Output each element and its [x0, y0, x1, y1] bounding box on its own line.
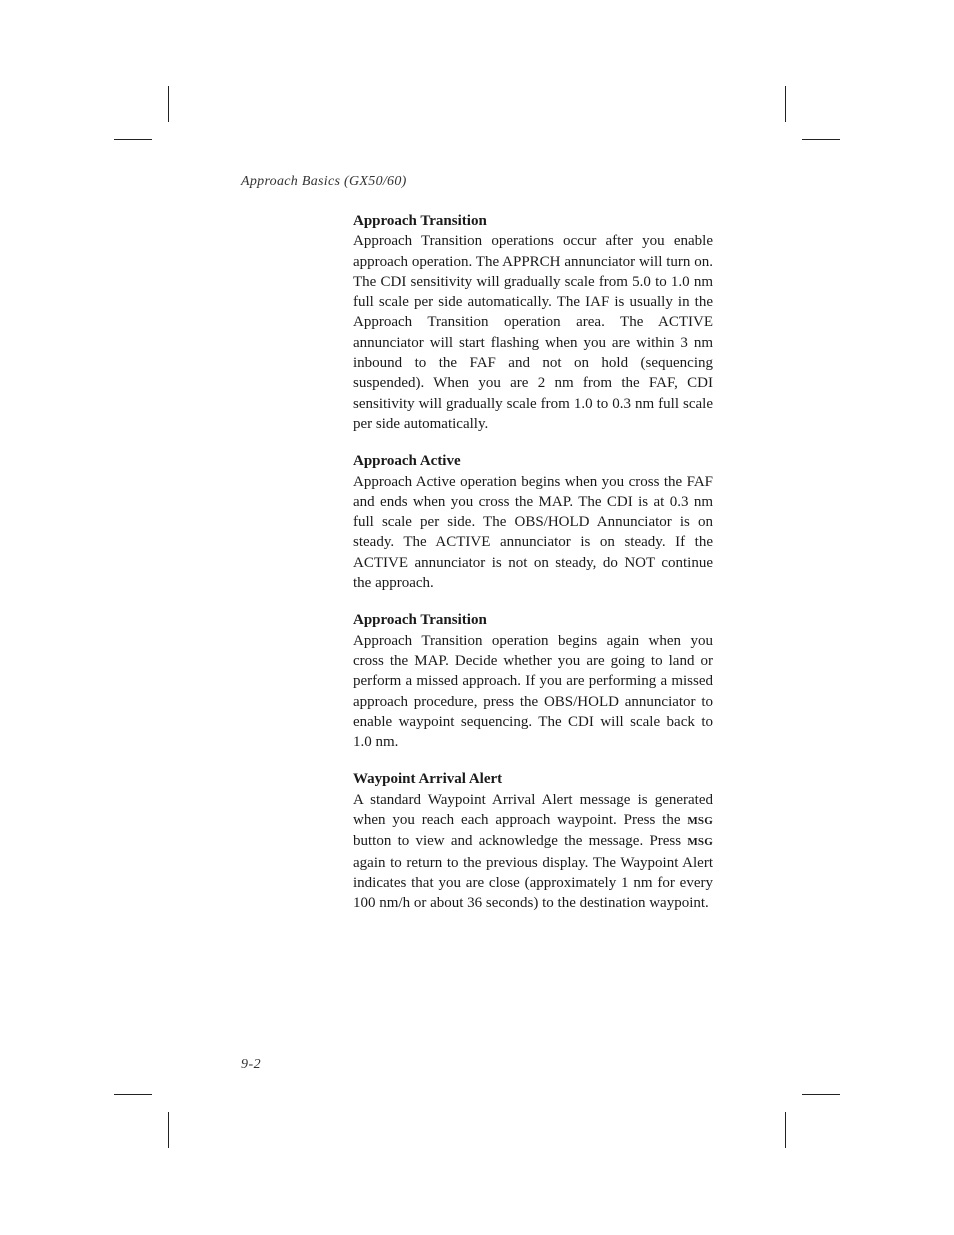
body-text: again to return to the previous display. The Waypoint Alert indicates that you are close (approximately 1 nm for every 100 nm/h or about 36 seconds) to the destination waypoint. [353, 854, 713, 912]
section-waypoint-arrival-alert [353, 769, 713, 913]
section-approach-active [353, 451, 713, 593]
page-number: 9-2 [241, 1057, 262, 1072]
msg-key-label: MSG [687, 836, 713, 849]
msg-key-label: MSG [687, 815, 713, 828]
crop-mark-top-left-horizontal [114, 139, 152, 140]
section-heading: Approach Transition [353, 612, 487, 629]
section-body [353, 790, 713, 914]
body-text: button to view and acknowledge the message. Press [353, 833, 688, 850]
section-heading: Waypoint Arrival Alert [353, 771, 503, 788]
section-approach-transition-again [353, 610, 713, 752]
body-text: A standard Waypoint Arrival Alert message is generated when you reach each approach waypoint. Press the [353, 791, 713, 829]
section-body: Approach Transition operation begins again when you cross the MAP. Decide whether you are going to land or perform a missed approach. If you are performing a missed approach procedure, press the OBS/HOLD annunciator to enable waypoint sequencing. The CDI will scale back to 1.0 nm. [353, 632, 713, 751]
crop-mark-top-right-vertical [785, 86, 786, 122]
section-body: Approach Active operation begins when you cross the FAF and ends when you cross the MAP. The CDI is at 0.3 nm full scale per side. The OBS/HOLD Annunciator is on steady. The ACTIVE annunciator is on steady. If the ACTIVE annunciator is not on steady, do NOT continue the approach. [353, 473, 713, 592]
crop-mark-top-right-horizontal [802, 139, 840, 140]
section-heading: Approach Transition [353, 213, 487, 229]
crop-mark-bottom-left-horizontal [114, 1094, 152, 1095]
page-content [353, 211, 713, 931]
crop-mark-bottom-right-horizontal [802, 1094, 840, 1095]
section-body: Approach Transition operations occur after you enable approach operation. The APPRCH annunciator will turn on. The CDI sensitivity will gradually scale from 5.0 to 1.0 nm full scale per side automatically. The IAF is usually in the Approach Transition operation area. The ACTIVE annunciator will start flashing when you are within 3 nm inbound to the FAF and not on hold (sequencing suspended). When you are 2 nm from the FAF, CDI sensitivity will gradually scale from 1.0 to 0.3 nm full scale per side automatically. [353, 233, 713, 432]
crop-mark-bottom-left-vertical [168, 1112, 169, 1148]
section-approach-transition [353, 211, 713, 434]
crop-mark-top-left-vertical [168, 86, 169, 122]
section-heading: Approach Active [353, 453, 461, 470]
running-header: Approach Basics (GX50/60) [241, 174, 407, 189]
crop-mark-bottom-right-vertical [785, 1112, 786, 1148]
